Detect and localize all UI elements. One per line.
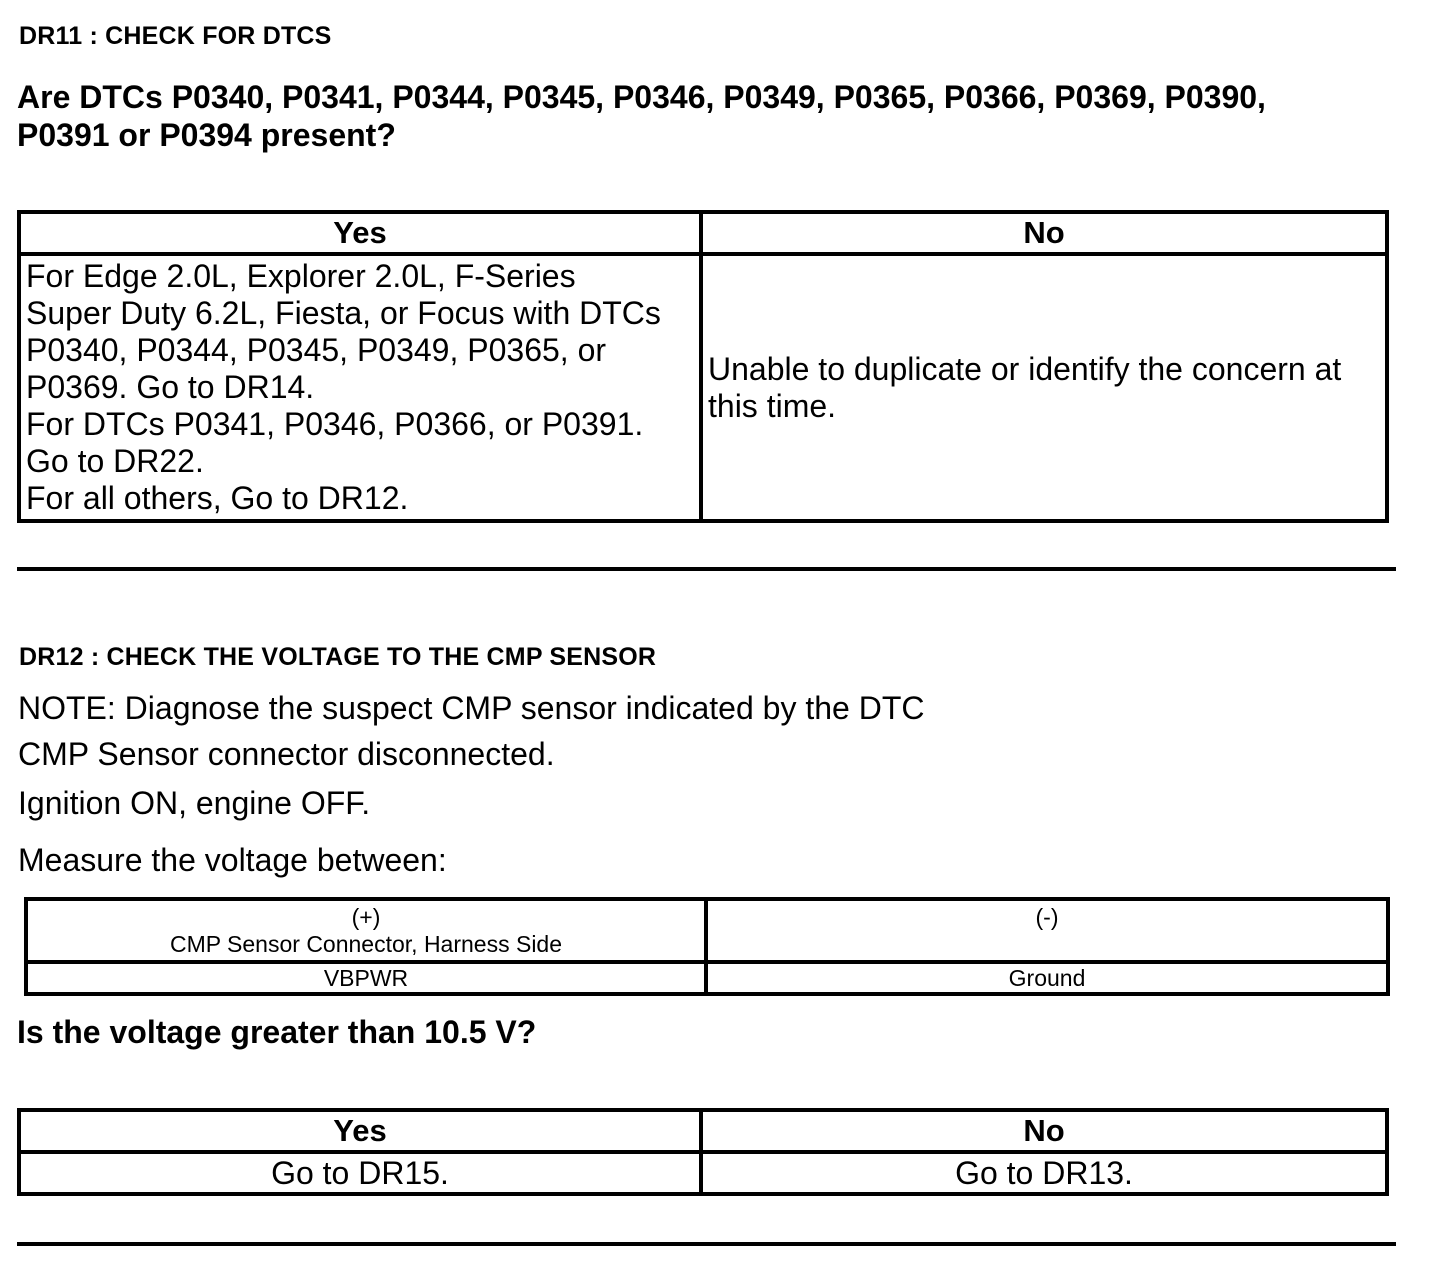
negative-value: Ground — [706, 962, 1388, 994]
dr12-no-cell: Go to DR13. — [701, 1152, 1387, 1194]
dr11-yes-cell — [19, 254, 701, 521]
dr12-yes-cell: Go to DR15. — [19, 1152, 701, 1194]
dr11-question-line: Are DTCs P0340, P0341, P0344, P0345, P0346, P0349, P0365, P0366, P0369, P0390, — [17, 79, 1266, 115]
dr11-yes-line: For DTCs P0341, P0346, P0366, or P0391. — [26, 406, 644, 442]
dr11-yes-header: Yes — [19, 212, 701, 254]
dr11-yes-line: P0340, P0344, P0345, P0349, P0365, or — [26, 332, 607, 368]
negative-header-cell — [706, 899, 1388, 962]
dr12-note: NOTE: Diagnose the suspect CMP sensor indicated by the DTC — [18, 690, 925, 726]
dr12-step-connector: CMP Sensor connector disconnected. — [18, 736, 555, 772]
positive-header: (+) — [351, 904, 381, 930]
dr11-yes-line: Super Duty 6.2L, Fiesta, or Focus with DTCs — [26, 295, 661, 331]
dr11-no-header: No — [701, 212, 1387, 254]
positive-header-cell — [26, 899, 706, 962]
dr11-question — [17, 78, 1266, 154]
dr11-question-line: P0391 or P0394 present? — [17, 117, 396, 153]
measurement-table — [24, 897, 1390, 996]
dr11-no-cell — [701, 254, 1387, 521]
dr12-question: Is the voltage greater than 10.5 V? — [17, 1014, 537, 1050]
dr11-no-line: this time. — [708, 387, 837, 424]
section-divider — [17, 567, 1396, 571]
positive-value: VBPWR — [26, 962, 706, 994]
dr11-yes-line: For all others, Go to DR12. — [26, 480, 409, 516]
dr12-no-header: No — [701, 1110, 1387, 1152]
dr11-yes-line: P0369. Go to DR14. — [26, 369, 315, 405]
dr12-measure-intro: Measure the voltage between: — [18, 842, 447, 878]
positive-subheader: CMP Sensor Connector, Harness Side — [169, 931, 563, 957]
dr12-step-ignition: Ignition ON, engine OFF. — [18, 785, 371, 821]
section-divider — [17, 1242, 1396, 1246]
dr11-yes-no-table — [17, 210, 1389, 523]
dr12-yes-no-table — [17, 1108, 1389, 1196]
dr11-no-line: Unable to duplicate or identify the concern at — [708, 350, 1342, 387]
dr11-yes-line: Go to DR22. — [26, 443, 204, 479]
dr11-heading: DR11 : CHECK FOR DTCS — [19, 22, 332, 50]
dr11-yes-line: For Edge 2.0L, Explorer 2.0L, F-Series — [26, 258, 576, 294]
dr12-yes-header: Yes — [19, 1110, 701, 1152]
dr12-heading: DR12 : CHECK THE VOLTAGE TO THE CMP SENSOR — [19, 643, 657, 671]
negative-header: (-) — [1035, 904, 1059, 930]
